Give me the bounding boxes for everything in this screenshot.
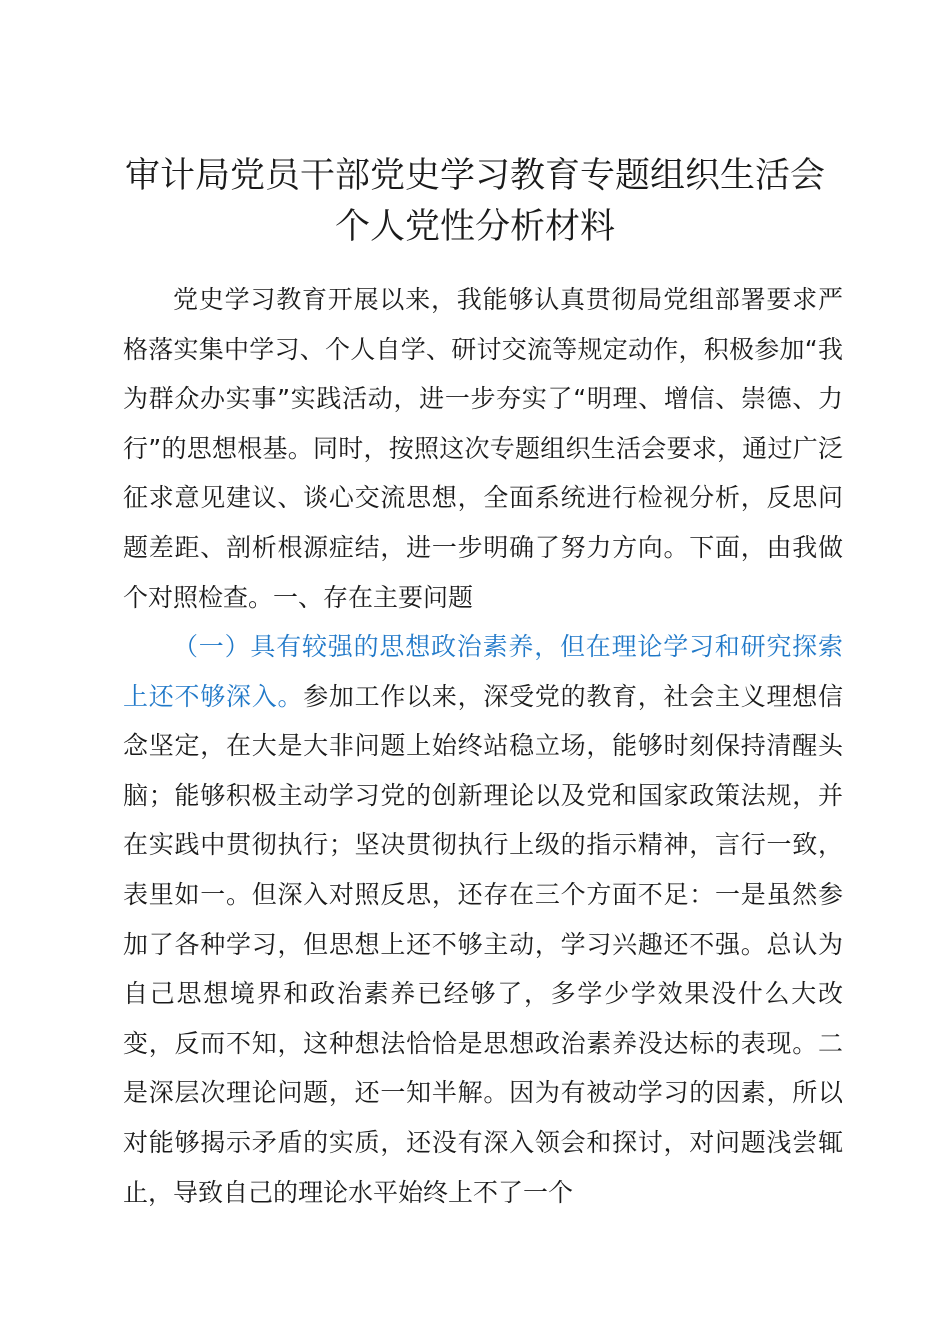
document-title-line-2: 个人党性分析材料	[334, 207, 615, 247]
document-title-line-1: 审计局党员干部党史学习教育专题组织生活会	[124, 156, 825, 196]
section-1-body: 参加工作以来，深受党的教育，社会主义理想信念坚定，在大是大非问题上始终站稳立场，能够时刻保持清醒头脑；能够积极主动学习党的创新理论以及党和国家政策法规，并在实践中贯彻执行；坚决贯彻执行上级的指示精神，言行一致，表里如一。但深入对照反思，还存在三个方面不足：一是虽然参加了各种学习，但思想上还不够主动，学习兴趣还不强。总认为自己思想境界和政治素养已经够了，多学少学效果没什么大改变，反而不知，这种想法恰恰是思想政治素养没达标的表现。二是深层次理论问题，还一知半解。因为有被动学习的因素，所以对能够揭示矛盾的实质，还没有深入领会和探讨，对问题浅尝辄止，导致自己的理论水平始终上不了一个	[123, 681, 843, 1207]
intro-paragraph: 党史学习教育开展以来，我能够认真贯彻局党组部署要求严格落实集中学习、个人自学、研讨交流等规定动作，积极参加“我为群众办实事”实践活动，进一步夯实了“明理、增信、崇德、力行”的思想根基。同时，按照这次专题组织生活会要求，通过广泛征求意见建议、谈心交流思想，全面系统进行检视分析，反思问题差距、剖析根源症结，进一步明确了努力方向。下面，由我做个对照检查。一、存在主要问题	[123, 285, 843, 612]
section-1-paragraph	[123, 622, 843, 1217]
section-1-heading: （一）具有较强的思想政治素养，但在理论学习和研究探索上还不够深入。	[123, 632, 843, 711]
